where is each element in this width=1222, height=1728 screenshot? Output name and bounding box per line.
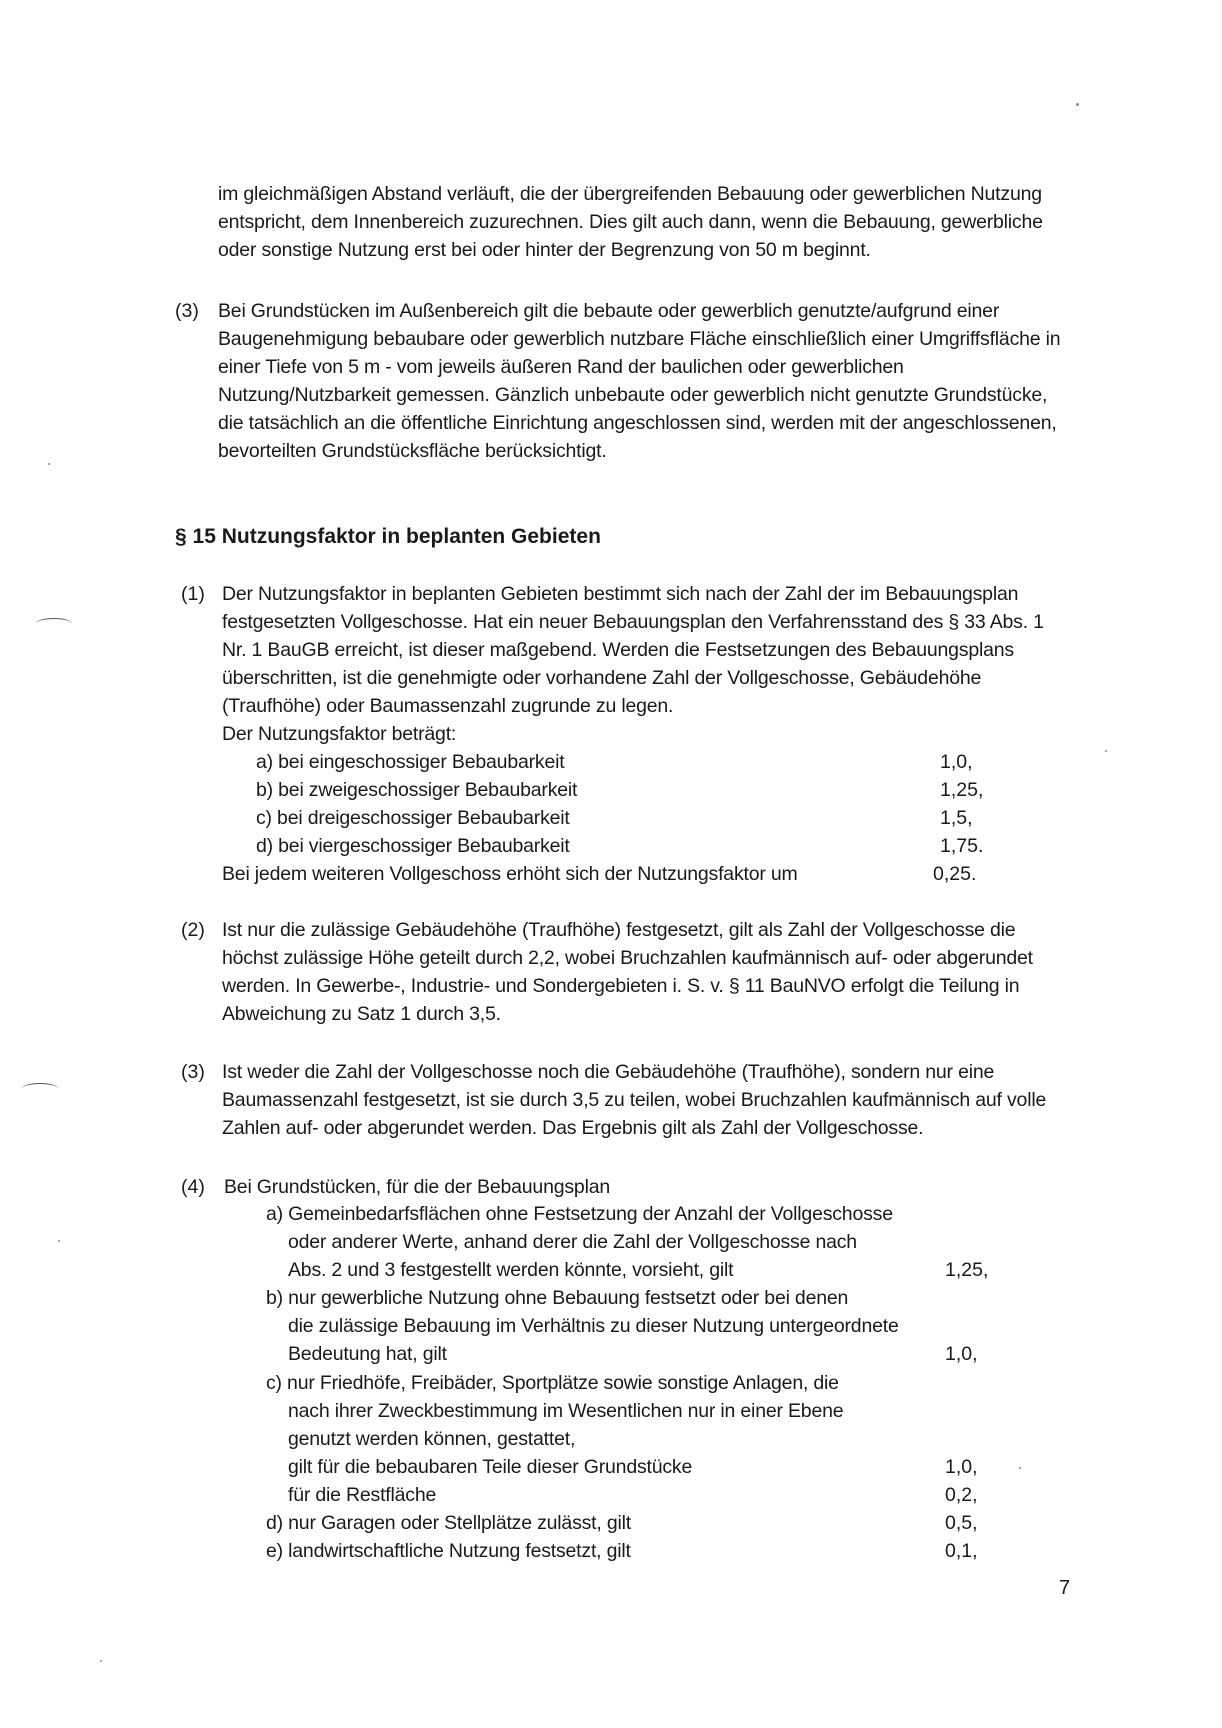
p15-4-e-line: e) landwirtschaftliche Nutzung festsetzt, gilt bbox=[266, 1540, 631, 1562]
factor-item-value: 1,75. bbox=[940, 835, 984, 857]
p15-4-c-line-5: für die Restfläche bbox=[288, 1484, 437, 1506]
factor-additional-value: 0,25. bbox=[933, 863, 977, 885]
p15-4-intro: Bei Grundstücken, für die der Bebauungsplan bbox=[224, 1176, 610, 1198]
paragraph-number: (4) bbox=[181, 1176, 205, 1198]
p15-4-c-line-3: genutzt werden können, gestattet, bbox=[288, 1428, 576, 1450]
factor-item-value: 1,5, bbox=[940, 807, 973, 829]
p15-4-c-line-4: gilt für die bebaubaren Teile dieser Grundstücke bbox=[288, 1456, 693, 1478]
p15-2-line-3: werden. In Gewerbe-, Industrie- und Sondergebieten i. S. v. § 11 BauNVO erfolgt die Teilung in bbox=[222, 975, 1020, 997]
scan-speck bbox=[48, 463, 50, 465]
scan-speck bbox=[1105, 750, 1107, 752]
factor-additional-label: Bei jedem weiteren Vollgeschoss erhöht sich der Nutzungsfaktor um bbox=[222, 863, 798, 885]
factor-item-label: a) bei eingeschossiger Bebaubarkeit bbox=[256, 751, 565, 773]
p15-3-line-3: Zahlen auf- oder abgerundet werden. Das Ergebnis gilt als Zahl der Vollgeschosse. bbox=[222, 1117, 924, 1139]
factor-item-value: 0,2, bbox=[945, 1484, 978, 1506]
factor-item-value: 1,0, bbox=[945, 1343, 978, 1365]
factor-item-value: 1,25, bbox=[945, 1259, 989, 1281]
p15-4-b-line-1: b) nur gewerbliche Nutzung ohne Bebauung festsetzt oder bei denen bbox=[266, 1287, 849, 1309]
p14-3-line-2: Baugenehmigung bebaubare oder gewerblich nutzbare Fläche einschließlich einer Umgriffsfläche in bbox=[218, 328, 1061, 350]
factor-item-value: 0,5, bbox=[945, 1512, 978, 1534]
p15-4-a-line-1: a) Gemeinbedarfsflächen ohne Festsetzung der Anzahl der Vollgeschosse bbox=[266, 1203, 893, 1225]
page-number: 7 bbox=[1059, 1577, 1071, 1599]
factor-item-label: c) bei dreigeschossiger Bebaubarkeit bbox=[256, 807, 570, 829]
factor-item-value: 1,25, bbox=[940, 779, 984, 801]
p14-3-line-4: Nutzung/Nutzbarkeit gemessen. Gänzlich unbebaute oder gewerblich nicht genutzte Grundstücke, bbox=[218, 384, 1048, 406]
p14-3-line-3: einer Tiefe von 5 m - vom jeweils äußeren Rand der baulichen oder gewerblichen bbox=[218, 356, 904, 378]
p15-3-line-1: Ist weder die Zahl der Vollgeschosse noch die Gebäudehöhe (Traufhöhe), sondern nur eine bbox=[222, 1061, 995, 1083]
paragraph-number: (2) bbox=[181, 919, 205, 941]
section-heading: § 15 Nutzungsfaktor in beplanten Gebieten bbox=[175, 525, 601, 548]
p15-2-line-4: Abweichung zu Satz 1 durch 3,5. bbox=[222, 1003, 501, 1025]
scan-mark bbox=[36, 618, 72, 629]
p15-4-a-line-3: Abs. 2 und 3 festgestellt werden könnte, vorsieht, gilt bbox=[288, 1259, 734, 1281]
p15-2-line-1: Ist nur die zulässige Gebäudehöhe (Traufhöhe) festgesetzt, gilt als Zahl der Vollgeschosse die bbox=[222, 919, 1016, 941]
p15-1-line-6: Der Nutzungsfaktor beträgt: bbox=[222, 723, 457, 745]
scan-speck bbox=[58, 1240, 60, 1242]
p15-1-line-2: festgesetzten Vollgeschosse. Hat ein neuer Bebauungsplan den Verfahrensstand des § 33 Abs. 1 bbox=[222, 611, 1044, 633]
factor-item-label: b) bei zweigeschossiger Bebaubarkeit bbox=[256, 779, 578, 801]
factor-item-value: 1,0, bbox=[945, 1456, 978, 1478]
p15-1-line-3: Nr. 1 BauGB erreicht, ist dieser maßgebend. Werden die Festsetzungen des Bebauungsplans bbox=[222, 639, 1014, 661]
p15-4-b-line-3: Bedeutung hat, gilt bbox=[288, 1343, 447, 1365]
scan-speck bbox=[100, 1660, 102, 1662]
p14-3-line-5: die tatsächlich an die öffentliche Einrichtung angeschlossen sind, werden mit der angeschlossenen, bbox=[218, 412, 1057, 434]
p15-4-d-line: d) nur Garagen oder Stellplätze zulässt, gilt bbox=[266, 1512, 631, 1534]
p15-3-line-2: Baumassenzahl festgesetzt, ist sie durch 3,5 zu teilen, wobei Bruchzahlen kaufmännisch auf volle bbox=[222, 1089, 1047, 1111]
p15-1-line-4: überschritten, ist die genehmigte oder vorhandene Zahl der Vollgeschosse, Gebäudehöhe bbox=[222, 667, 982, 689]
factor-item-value: 1,0, bbox=[940, 751, 973, 773]
p15-4-b-line-2: die zulässige Bebauung im Verhältnis zu dieser Nutzung untergeordnete bbox=[288, 1315, 899, 1337]
p15-4-c-line-1: c) nur Friedhöfe, Freibäder, Sportplätze sowie sonstige Anlagen, die bbox=[266, 1372, 839, 1394]
paragraph-number: (1) bbox=[181, 583, 205, 605]
p15-1-line-1: Der Nutzungsfaktor in beplanten Gebieten bestimmt sich nach der Zahl der im Bebauungsplan bbox=[222, 583, 1019, 605]
scan-speck bbox=[1076, 103, 1079, 106]
p14-3-line-1: Bei Grundstücken im Außenbereich gilt die bebaute oder gewerblich genutzte/aufgrund einer bbox=[218, 300, 1000, 322]
p15-4-a-line-2: oder anderer Werte, anhand derer die Zahl der Vollgeschosse nach bbox=[288, 1231, 857, 1253]
scan-speck bbox=[1019, 1467, 1021, 1469]
p14-3-line-6: bevorteilten Grundstücksfläche berücksichtigt. bbox=[218, 440, 607, 462]
factor-item-value: 0,1, bbox=[945, 1540, 978, 1562]
p15-1-line-5: (Traufhöhe) oder Baumassenzahl zugrunde zu legen. bbox=[222, 695, 674, 717]
paragraph-number: (3) bbox=[175, 300, 199, 322]
p15-4-c-line-2: nach ihrer Zweckbestimmung im Wesentlichen nur in einer Ebene bbox=[288, 1400, 844, 1422]
paragraph-number: (3) bbox=[181, 1061, 205, 1083]
scan-mark bbox=[22, 1083, 58, 1094]
intro-line-3: oder sonstige Nutzung erst bei oder hinter der Begrenzung von 50 m beginnt. bbox=[218, 239, 871, 261]
intro-line-2: entspricht, dem Innenbereich zuzurechnen. Dies gilt auch dann, wenn die Bebauung, gewerbliche bbox=[218, 211, 1043, 233]
factor-item-label: d) bei viergeschossiger Bebaubarkeit bbox=[256, 835, 570, 857]
p15-2-line-2: höchst zulässige Höhe geteilt durch 2,2, wobei Bruchzahlen kaufmännisch auf- oder abgerundet bbox=[222, 947, 1033, 969]
intro-line-1: im gleichmäßigen Abstand verläuft, die der übergreifenden Bebauung oder gewerblichen Nutzung bbox=[218, 183, 1042, 205]
